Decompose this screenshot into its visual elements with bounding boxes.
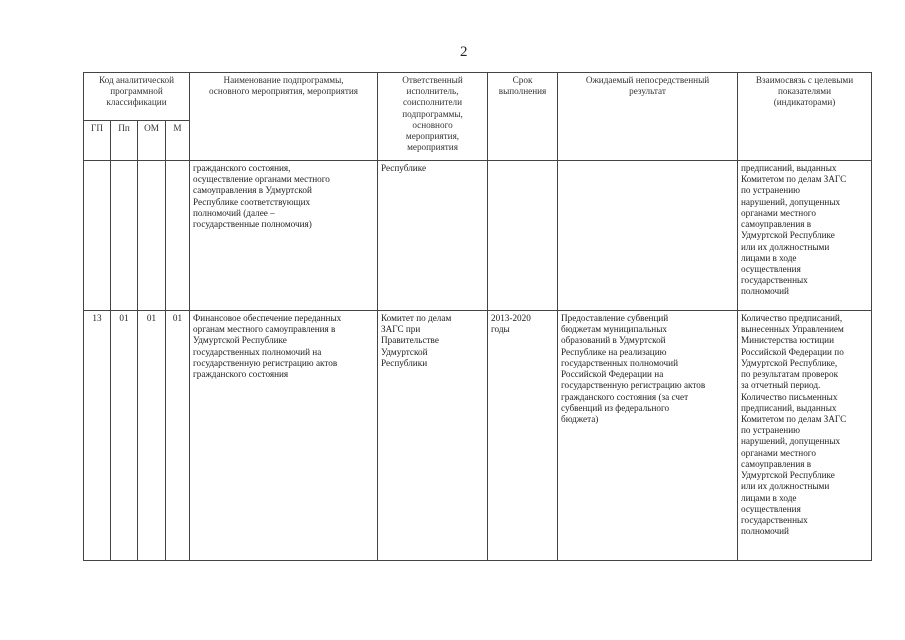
cell-pp [111,161,138,311]
cell-deadline: 2013-2020 годы [488,311,558,561]
page-number: 2 [460,44,468,60]
header-row [84,73,872,121]
header-m: М [166,121,190,161]
header-pp: Пп [111,121,138,161]
cell-result [558,161,738,311]
cell-name: гражданского состояния, осуществление органами местного самоуправления в Удмуртской Республике соответствующих полномочий (далее – государственные полномочия) [190,161,378,311]
cell-om: 01 [138,311,166,561]
header-deadline: Срок выполнения [488,73,558,161]
cell-result: Предоставление субвенций бюджетам муниципальных образований в Удмуртской Республике на реализацию государственных полномочий Российской Федерации на государственную регистрацию актов гражданского состояния (за счет субвенций из федерального бюджета) [558,311,738,561]
header-gp: ГП [84,121,111,161]
cell-executor: Республике [378,161,488,311]
cell-m [166,161,190,311]
cell-indicators: предписаний, выданных Комитетом по делам ЗАГС по устранению нарушений, допущенных органами местного самоуправления в Удмуртской Республике или их должностными лицами в ходе осуществления государственных полномочий [738,161,872,311]
header-code-group: Код аналитической программной классификации [84,73,190,121]
table-row [84,311,872,561]
header-executor: Ответственный исполнитель, соисполнители подпрограммы, основного мероприятия, мероприятия [378,73,488,161]
cell-gp [84,161,111,311]
header-name: Наименование подпрограммы, основного мероприятия, мероприятия [190,73,378,161]
header-result: Ожидаемый непосредственный результат [558,73,738,161]
cell-indicators: Количество предписаний, вынесенных Управлением Министерства юстиции Российской Федерации по Удмуртской Республике, по результатам проверок за отчетный период. Количество письменных предписаний, выданных Комитетом по делам ЗАГС по устранению нарушений, допущенных органами местного самоуправления в Удмуртской Республике или их должностными лицами в ходе осуществления государственных полномочий [738,311,872,561]
cell-executor: Комитет по делам ЗАГС при Правительстве Удмуртской Республики [378,311,488,561]
table-row [84,161,872,311]
cell-om [138,161,166,311]
cell-pp: 01 [111,311,138,561]
cell-m: 01 [166,311,190,561]
program-table [83,72,872,561]
header-om: ОМ [138,121,166,161]
cell-deadline [488,161,558,311]
cell-name: Финансовое обеспечение переданных органам местного самоуправления в Удмуртской Республике государственных полномочий на государственную регистрацию актов гражданского состояния [190,311,378,561]
cell-gp: 13 [84,311,111,561]
header-indicators: Взаимосвязь с целевыми показателями (индикаторами) [738,73,872,161]
